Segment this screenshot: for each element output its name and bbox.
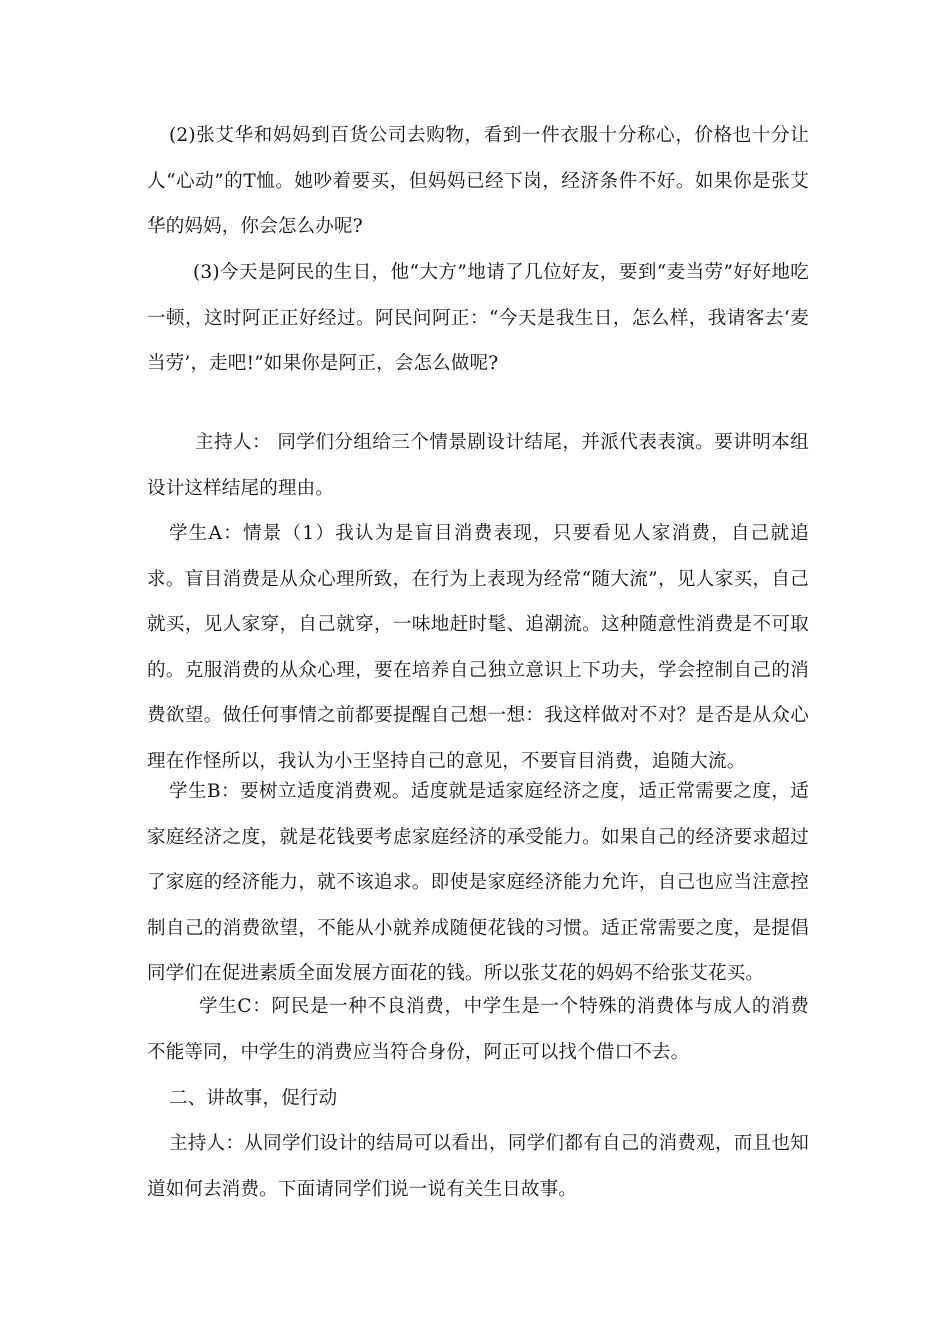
paragraph-student-b: 学生B：要树立适度消费观。适度就是适家庭经济之度，适正常需要之度，适家庭经济之度，就是花钱要考虑家庭经济的承受能力。如果自己的经济要求超过了家庭的经济能力，就不该追求。即使是家庭经济能力允许，自己也应当注意控制自己的消费欲望，不能从小就养成随便花钱的习惯。适正常需要之度，是提倡同学们在促进素质全面发展方面花的钱。所以张艾花的妈妈不给张艾花买。 <box>147 781 809 984</box>
paragraph-student-c: 学生C：阿民是一种不良消费，中学生是一个特殊的消费体与成人的消费不能等同，中学生的消费应当符合身份，阿正可以找个借口不去。 <box>147 996 809 1063</box>
paragraph-scenario-2: (2)张艾华和妈妈到百货公司去购物，看到一件衣服十分称心，价格也十分让人“心动”的T恤。她吵着要买，但妈妈已经下岗，经济条件不好。如果你是张艾华的妈妈，你会怎么办呢? <box>147 125 809 237</box>
paragraph-scenario-3: (3)今天是阿民的生日，他“大方”地请了几位好友，要到“麦当劳”好好地吃一顿，这时阿正正好经过。阿民问阿正：“今天是我生日，怎么样，我请客去‘麦当劳’，走吧!”如果你是阿正，会怎么做呢? <box>147 262 809 374</box>
paragraph-host-story: 主持人：从同学们设计的结局可以看出，同学们都有自己的消费观，而且也知道如何去消费。下面请同学们说一说有关生日故事。 <box>147 1133 809 1200</box>
paragraph-student-a: 学生A：情景（1）我认为是盲目消费表现，只要看见人家消费，自己就追求。盲目消费是从众心理所致，在行为上表现为经常“随大流”，见人家买，自己就买，见人家穿，自己就穿，一味地赶时髦、追潮流。这种随意性消费是不可取的。克服消费的从众心理，要在培养自己独立意识上下功夫，学会控制自己的消费欲望。做任何事情之前都要提醒自己想一想：我这样做对不对？是否是从众心理在作怪所以，我认为小王坚持自己的意见，不要盲目消费，追随大流。 <box>147 523 809 772</box>
paragraph-host-instruction: 主持人： 同学们分组给三个情景剧设计结尾，并派代表表演。要讲明本组设计这样结尾的理由。 <box>147 432 809 499</box>
section-heading-story: 二、讲故事，促行动 <box>169 1088 338 1109</box>
